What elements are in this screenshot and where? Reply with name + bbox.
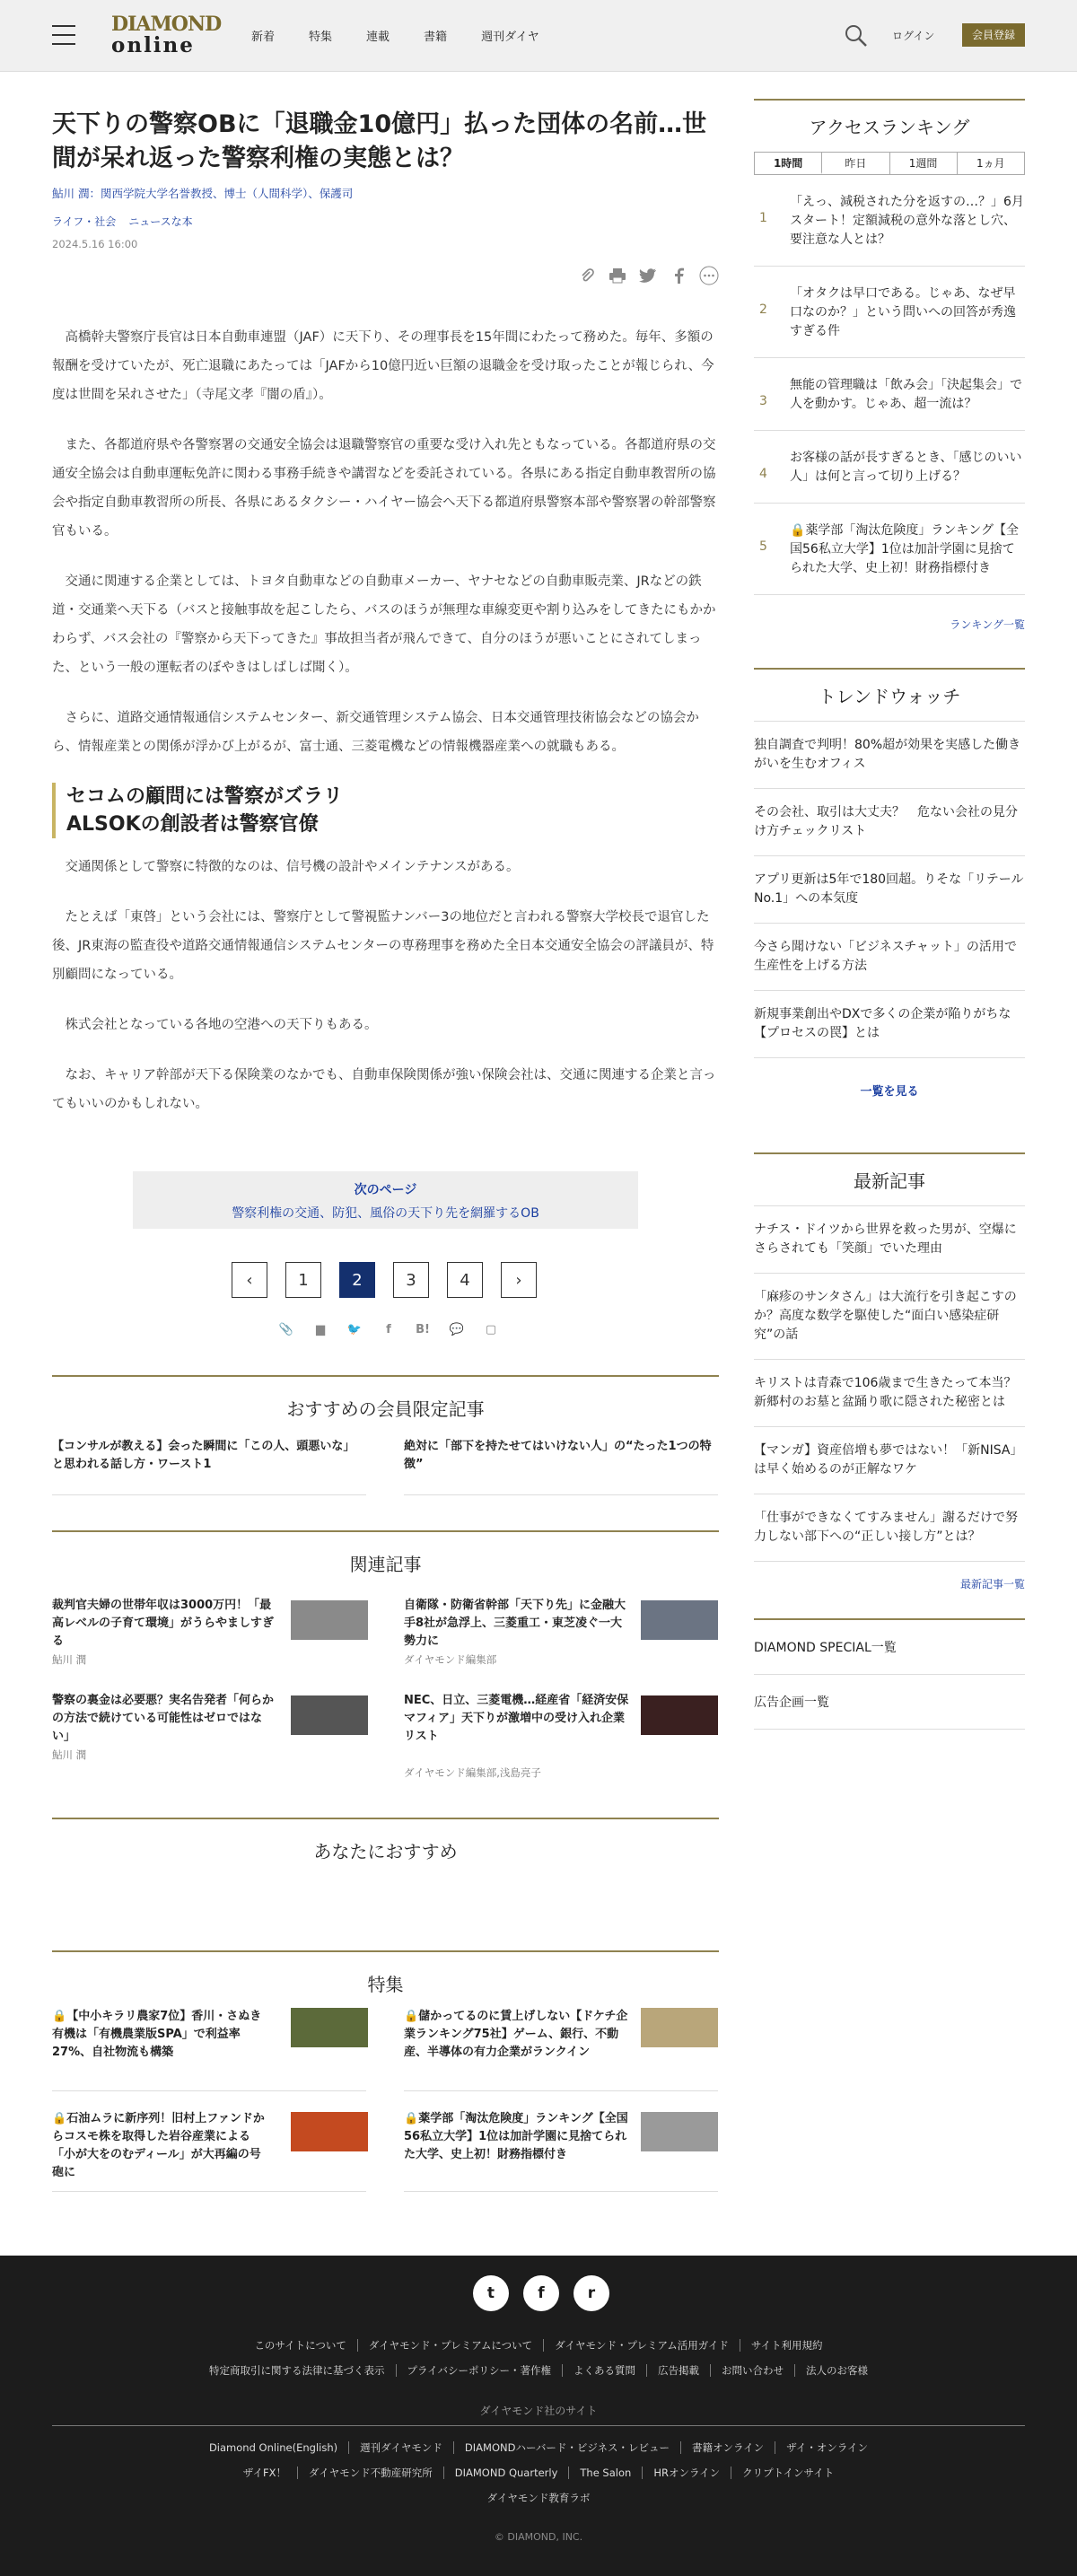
paragraph: 交通関係として警察に特徴的なのは、信号機の設計やメインテナンスがある。 <box>65 860 520 874</box>
sidebar <box>754 99 1025 1730</box>
tab-1month[interactable]: 1ヵ月 <box>958 153 1024 174</box>
divider <box>404 1494 718 1495</box>
ranking-item[interactable] <box>754 431 1025 504</box>
rank-number: 4 <box>759 467 767 481</box>
next-page-label: 次のページ <box>354 1183 417 1197</box>
footer-link[interactable]: DIAMONDハーバード・ビジネス・レビュー <box>453 2441 680 2454</box>
ranking-item[interactable] <box>754 267 1025 358</box>
share-toolbar <box>577 266 719 285</box>
next-page-title: 警察利権の交通、防犯、風俗の天下り先を網羅するOB <box>232 1206 539 1221</box>
footer-links-row5 <box>0 2491 1077 2505</box>
footer-link[interactable]: ダイヤモンド不動産研究所 <box>297 2466 443 2479</box>
feature-article-link[interactable] <box>404 2110 634 2164</box>
logo-text-top: DIAMOND <box>111 13 222 36</box>
ranking-item[interactable] <box>754 504 1025 595</box>
latest-item[interactable]: ナチス・ドイツから世界を救った男が、空爆にさらされても「笑顔」でいた理由 <box>754 1206 1025 1274</box>
article-date: 2024.5.16 16:00 <box>52 238 138 250</box>
category-link[interactable]: ライフ・社会 <box>52 215 117 228</box>
lock-icon: 🔒 <box>52 2010 67 2023</box>
lock-icon: 🔒 <box>404 2112 419 2125</box>
footer-link[interactable]: ザイFX！ <box>242 2466 286 2479</box>
footer-link[interactable]: The Salon <box>568 2466 642 2479</box>
next-page-box[interactable] <box>133 1171 638 1229</box>
nav-weekly[interactable]: 週刊ダイヤ <box>481 31 539 44</box>
facebook-icon[interactable]: f <box>386 1322 391 1336</box>
footer-links-row1 <box>0 2338 1077 2353</box>
twitter-icon[interactable]: 🐦 <box>346 1322 363 1336</box>
paragraph: たとえば「東啓」という会社には、警察庁として警視監ナンバー3の地位だと言われる警察大学校長で退官した後、JR東海の監査役や道路交通情報通信システムセンターの専務理事を務めた全日本交通安全協会の評議員が、特別顧問になっている。 <box>52 910 714 982</box>
line-icon[interactable]: 💬 <box>449 1322 465 1336</box>
heading-line: セコムの顧問には警察がズラリ <box>66 785 344 808</box>
footer-link[interactable]: ダイヤモンド教育ラボ <box>486 2492 591 2504</box>
section-title: 特集 <box>367 1974 404 1995</box>
section-title: あなたにおすすめ <box>313 1841 458 1862</box>
rank-title: 「えっ、減税された分を返すの…？」6月スタート！定額減税の意外な落とし穴、要注意な人とは？ <box>790 195 1024 247</box>
rank-number: 2 <box>759 302 767 317</box>
twitter-icon[interactable] <box>638 266 658 285</box>
feature-thumbnail[interactable] <box>291 2112 368 2151</box>
for-you-section <box>52 1818 719 1925</box>
related-article-link[interactable]: 警察の裏金は必要悪？実名告発者「何らかの方法で続けている可能性はゼロではない」 <box>52 1694 275 1743</box>
facebook-icon[interactable]: f <box>523 2275 559 2311</box>
trend-item[interactable]: 新規事業創出やDXで多くの企業が陥りがちな【プロセスの罠】とは <box>754 991 1025 1058</box>
paragraph: 株式会社となっている各地の空港への天下りもある。 <box>65 1018 378 1032</box>
feature-section <box>52 1950 719 2193</box>
site-header <box>0 0 1077 72</box>
footer-link[interactable]: ダイヤモンド・プレミアムについて <box>357 2339 543 2352</box>
footer-link[interactable]: お問い合わせ <box>710 2364 794 2377</box>
footer-link[interactable]: プライバシーポリシー・著作権 <box>396 2364 562 2377</box>
print-icon[interactable] <box>608 266 627 285</box>
footer-link[interactable]: 法人のお客様 <box>794 2364 879 2377</box>
clip-icon[interactable]: 📎 <box>278 1322 294 1336</box>
footer-link[interactable]: ダイヤモンド・プレミアム活用ガイド <box>543 2339 740 2352</box>
ranking-item[interactable] <box>754 358 1025 431</box>
rank-number: 3 <box>759 394 767 408</box>
article-categories <box>52 214 719 229</box>
rank-number: 5 <box>759 539 767 554</box>
footer-link[interactable]: 週刊ダイヤモンド <box>348 2441 453 2454</box>
footer-link[interactable]: DIAMOND Quarterly <box>443 2466 569 2479</box>
footer-link[interactable]: Diamond Online(English) <box>208 2441 338 2454</box>
footer-link[interactable]: このサイトについて <box>254 2339 346 2352</box>
feature-article-link[interactable] <box>52 2008 267 2062</box>
trend-title: トレンドウォッチ <box>754 668 1025 708</box>
rank-title: 無能の管理職は「飲み会」「決起集会」で人を動かす。じゃあ、超一流は？ <box>790 378 1022 411</box>
footer-links-row3 <box>0 2440 1077 2455</box>
page-2[interactable]: 2 <box>339 1262 375 1298</box>
nav-new[interactable]: 新着 <box>251 31 276 44</box>
feature-thumbnail[interactable] <box>641 2112 718 2151</box>
related-thumbnail[interactable] <box>641 1600 718 1640</box>
search-icon[interactable] <box>844 23 869 48</box>
related-author: 鮎川 潤 <box>52 1653 87 1666</box>
ranking-title: アクセスランキング <box>754 99 1025 139</box>
share-toolbar-bottom <box>276 1319 501 1339</box>
latest-item[interactable]: 「仕事ができなくてすみません」謝るだけで努力しない部下への“正しい接し方”とは？ <box>754 1494 1025 1562</box>
copyright: © DIAMOND, INC. <box>494 2531 583 2543</box>
footer-link[interactable]: ザイ・オンライン <box>775 2441 879 2454</box>
footer-link[interactable]: クリプトインサイト <box>731 2466 845 2479</box>
clip-icon[interactable] <box>577 266 597 285</box>
ranking-more-link[interactable]: ランキング一覧 <box>950 618 1025 631</box>
trend-item[interactable]: アプリ更新は5年で180回超。りそな「リテールNo.1」への本気度 <box>754 856 1025 924</box>
rank-title: 薬学部「淘汰危険度」ランキング【全国56私立大学】1位は加計学園に見捨てられた大学、史上初！財務指標付き <box>790 523 1020 575</box>
related-article-link[interactable]: 裁判官夫婦の世帯年収は3000万円！「最高レベルの子育て環境」がうらやましすぎる <box>52 1599 275 1648</box>
divider <box>404 2191 718 2192</box>
feature-article-link[interactable] <box>52 2110 267 2182</box>
tab-1week[interactable]: 1週間 <box>890 153 958 174</box>
rank-number: 1 <box>759 211 767 225</box>
trend-item[interactable]: その会社、取引は大丈夫？ 危ない会社の見分け方チェックリスト <box>754 789 1025 856</box>
lock-icon: 🔒 <box>790 523 806 538</box>
login-link[interactable]: ログイン <box>892 30 935 42</box>
divider <box>52 1494 366 1495</box>
logo-text-bottom: online <box>111 33 195 57</box>
menu-icon[interactable] <box>52 25 75 45</box>
latest-item[interactable]: キリストは青森で106歳まで生きたって本当？新郷村のお墓と盆踊り歌に隠された秘密とは <box>754 1360 1025 1427</box>
related-author: ダイヤモンド編集部 <box>404 1653 497 1666</box>
article-title: 天下りの警察OBに「退職金10億円」払った団体の名前…世間が呆れ返った警察利権の実態とは？ <box>52 110 707 172</box>
footer-link[interactable]: サイト利用規約 <box>740 2339 834 2352</box>
paragraph: また、各都道府県や各警察署の交通安全協会は退職警察官の重要な受け入れ先ともなっている。各都道府県の交通安全協会は自動車運転免許に関わる事務手続きや講習などを委託されている。各県にある指定自動車教習所の協会や指定自動車教習所の所長、各県にあるタクシー・ハイヤー協会へ天下る都道府県警察本部や警察署の幹部警察官もいる。 <box>52 438 716 539</box>
nav-feature[interactable]: 特集 <box>309 31 333 44</box>
pocket-icon[interactable]: ▢ <box>485 1322 497 1336</box>
more-icon[interactable] <box>699 266 719 285</box>
social-icons <box>473 2275 609 2311</box>
hatena-icon[interactable]: B! <box>416 1322 430 1336</box>
footer-link[interactable]: 広告掲載 <box>646 2364 710 2377</box>
facebook-icon[interactable] <box>669 266 688 285</box>
rank-title: 「オタクは早口である。じゃあ、なぜ早口なのか？」という問いへの回答が秀逸すぎる件 <box>790 286 1016 338</box>
related-article-link[interactable]: 自衛隊・防衛省幹部「天下り先」に金融大手8社が急浮上、三菱重工・東芝凌ぐ一大勢力に <box>404 1599 626 1648</box>
feature-thumbnail[interactable] <box>291 2008 368 2047</box>
related-author: ダイヤモンド編集部,浅島亮子 <box>404 1766 541 1779</box>
pagination <box>232 1262 537 1298</box>
feature-title: 薬学部「淘汰危険度」ランキング【全国56私立大学】1位は加計学園に見捨てられた大学、史上初！財務指標付き <box>404 2112 628 2161</box>
trend-item[interactable]: 今さら聞けない「ビジネスチャット」の活用で生産性を上げる方法 <box>754 924 1025 991</box>
latest-item[interactable]: 「麻疹のサンタさん」は大流行を引き起こすのか？高度な数学を駆使した“面白い感染症研究”の話 <box>754 1274 1025 1360</box>
related-author: 鮎川 潤 <box>52 1748 87 1761</box>
site-logo[interactable] <box>111 13 222 57</box>
section-heading <box>52 783 719 838</box>
main-nav <box>251 27 539 44</box>
feature-title: 石油ムラに新序列！旧村上ファンドからコスモ株を取得した岩谷産業による「小が大をのむディール」が大再編の号砲に <box>52 2112 265 2179</box>
lock-icon: 🔒 <box>404 2010 419 2023</box>
heading-line: ALSOKの創設者は警察官僚 <box>66 813 319 836</box>
section-title: 関連記事 <box>349 1554 422 1575</box>
nav-series[interactable]: 連載 <box>366 31 390 44</box>
member-article-link[interactable]: 【コンサルが教える】会った瞬間に「この人、頭悪いな」と思われる話し方・ワースト1 <box>52 1440 355 1471</box>
latest-item[interactable]: 【マンガ】資産倍増も夢ではない！「新NISA」は早く始めるのが正解なワケ <box>754 1427 1025 1494</box>
prev-page-button[interactable]: ‹ <box>232 1262 267 1298</box>
related-thumbnail[interactable] <box>291 1600 368 1640</box>
article-body <box>52 323 719 1140</box>
page-4[interactable]: 4 <box>447 1262 483 1298</box>
rss-icon[interactable]: r <box>574 2275 609 2311</box>
footer-link[interactable]: HRオンライン <box>642 2466 731 2479</box>
footer-links-row2 <box>0 2363 1077 2378</box>
feature-article-link[interactable] <box>404 2008 634 2062</box>
footer-links-row4 <box>0 2466 1077 2480</box>
ads-link[interactable]: 広告企画一覧 <box>754 1675 1025 1730</box>
latest-more-link[interactable]: 最新記事一覧 <box>959 1578 1025 1590</box>
feature-title: 【中小キラリ農家7位】香川・さぬき有機は「有機農業版SPA」で利益率27%、自社物流も構築 <box>52 2010 262 2059</box>
member-article-link[interactable]: 絶対に「部下を持たせてはいけない人」の“たった1つの特徴” <box>404 1440 712 1471</box>
feature-thumbnail[interactable] <box>641 2008 718 2047</box>
trend-item[interactable]: 独自調査で判明！80%超が効果を実感した働きがいを生むオフィス <box>754 722 1025 789</box>
lock-icon: 🔒 <box>52 2112 67 2125</box>
tab-1hour[interactable]: 1時間 <box>755 153 822 174</box>
paragraph: さらに、道路交通情報通信システムセンター、新交通管理システム協会、日本交通管理技術協会などの協会から、情報産業との関係が浮かび上がるが、富士通、三菱電機などの情報機器産業への就職もある。 <box>52 711 699 754</box>
related-thumbnail[interactable] <box>291 1695 368 1735</box>
tab-yesterday[interactable]: 昨日 <box>822 153 889 174</box>
related-article-link[interactable]: NEC、日立、三菱電機…経産省「経済安保マフィア」天下りが激増中の受け入れ企業リスト <box>404 1694 629 1743</box>
site-footer <box>0 2256 1077 2576</box>
article-column <box>52 108 719 2179</box>
footer-link[interactable]: よくある質問 <box>562 2364 646 2377</box>
latest-title: 最新記事 <box>754 1152 1025 1193</box>
nav-books[interactable]: 書籍 <box>424 31 448 44</box>
divider <box>404 2090 718 2091</box>
member-articles-section <box>52 1375 719 1474</box>
article-author[interactable]: 鮎川 潤：関西学院大学名誉教授、博士（人間科学）、保護司 <box>52 187 354 200</box>
print-icon[interactable]: ▆ <box>316 1322 325 1336</box>
feature-title: 儲かってるのに賃上げしない【ドケチ企業ランキング75社】ゲーム、銀行、不動産、半導体の有力企業がランクイン <box>404 2010 628 2059</box>
trend-more-link[interactable]: 一覧を見る <box>860 1085 919 1099</box>
divider <box>52 2090 366 2091</box>
special-link[interactable]: DIAMOND SPECIAL一覧 <box>754 1620 1025 1675</box>
page-1[interactable]: 1 <box>285 1262 321 1298</box>
ranking-item[interactable] <box>754 175 1025 267</box>
ranking-tabs <box>754 152 1025 175</box>
footer-link[interactable]: 特定商取引に関する法律に基づく表示 <box>209 2364 385 2377</box>
divider <box>52 2191 366 2192</box>
twitter-icon[interactable]: t <box>473 2275 509 2311</box>
paragraph: なお、キャリア幹部が天下る保険業のなかでも、自動車保険関係が強い保険会社は、交通に関連する企業と言ってもいいのかもしれない。 <box>52 1068 716 1111</box>
paragraph: 交通に関連する企業としては、トヨタ自動車などの自動車メーカー、ヤナセなどの自動車販売業、JRなどの鉄道・交通業へ天下る（バスと接触事故を起こしたら、バスのほうが無理な車線変更や割り込みをしてきたにもかかわらず、バス会社の『警察から天下ってきた』事故担当者が飛んできて、自分のほうが悪いことにされてしまった、という一般の運転者のぼやきはしばしば聞く）。 <box>52 574 716 675</box>
sister-sites-title: ダイヤモンド社のサイト <box>52 2403 1025 2426</box>
rank-title: お客様の話が長すぎるとき、「感じのいい人」は何と言って切り上げる？ <box>790 451 1022 484</box>
register-button[interactable]: 会員登録 <box>962 23 1025 47</box>
next-page-button[interactable]: › <box>501 1262 537 1298</box>
related-section <box>52 1530 719 1782</box>
related-thumbnail[interactable] <box>641 1695 718 1735</box>
paragraph: 高橋幹夫警察庁長官は日本自動車連盟（JAF）に天下り、その理事長を15年間にわたって務めた。毎年、多額の報酬を受けていたが、死亡退職にあたっては「JAFから10億円近い巨額の退職金を受け取ったことが報じられ、今度は世間を呆れさせた」（寺尾文孝『闇の盾』）。 <box>52 330 714 402</box>
section-title: おすすめの会員限定記事 <box>286 1398 485 1420</box>
category-link[interactable]: ニュースな本 <box>128 215 193 228</box>
page-3[interactable]: 3 <box>393 1262 429 1298</box>
footer-link[interactable]: 書籍オンライン <box>680 2441 775 2454</box>
